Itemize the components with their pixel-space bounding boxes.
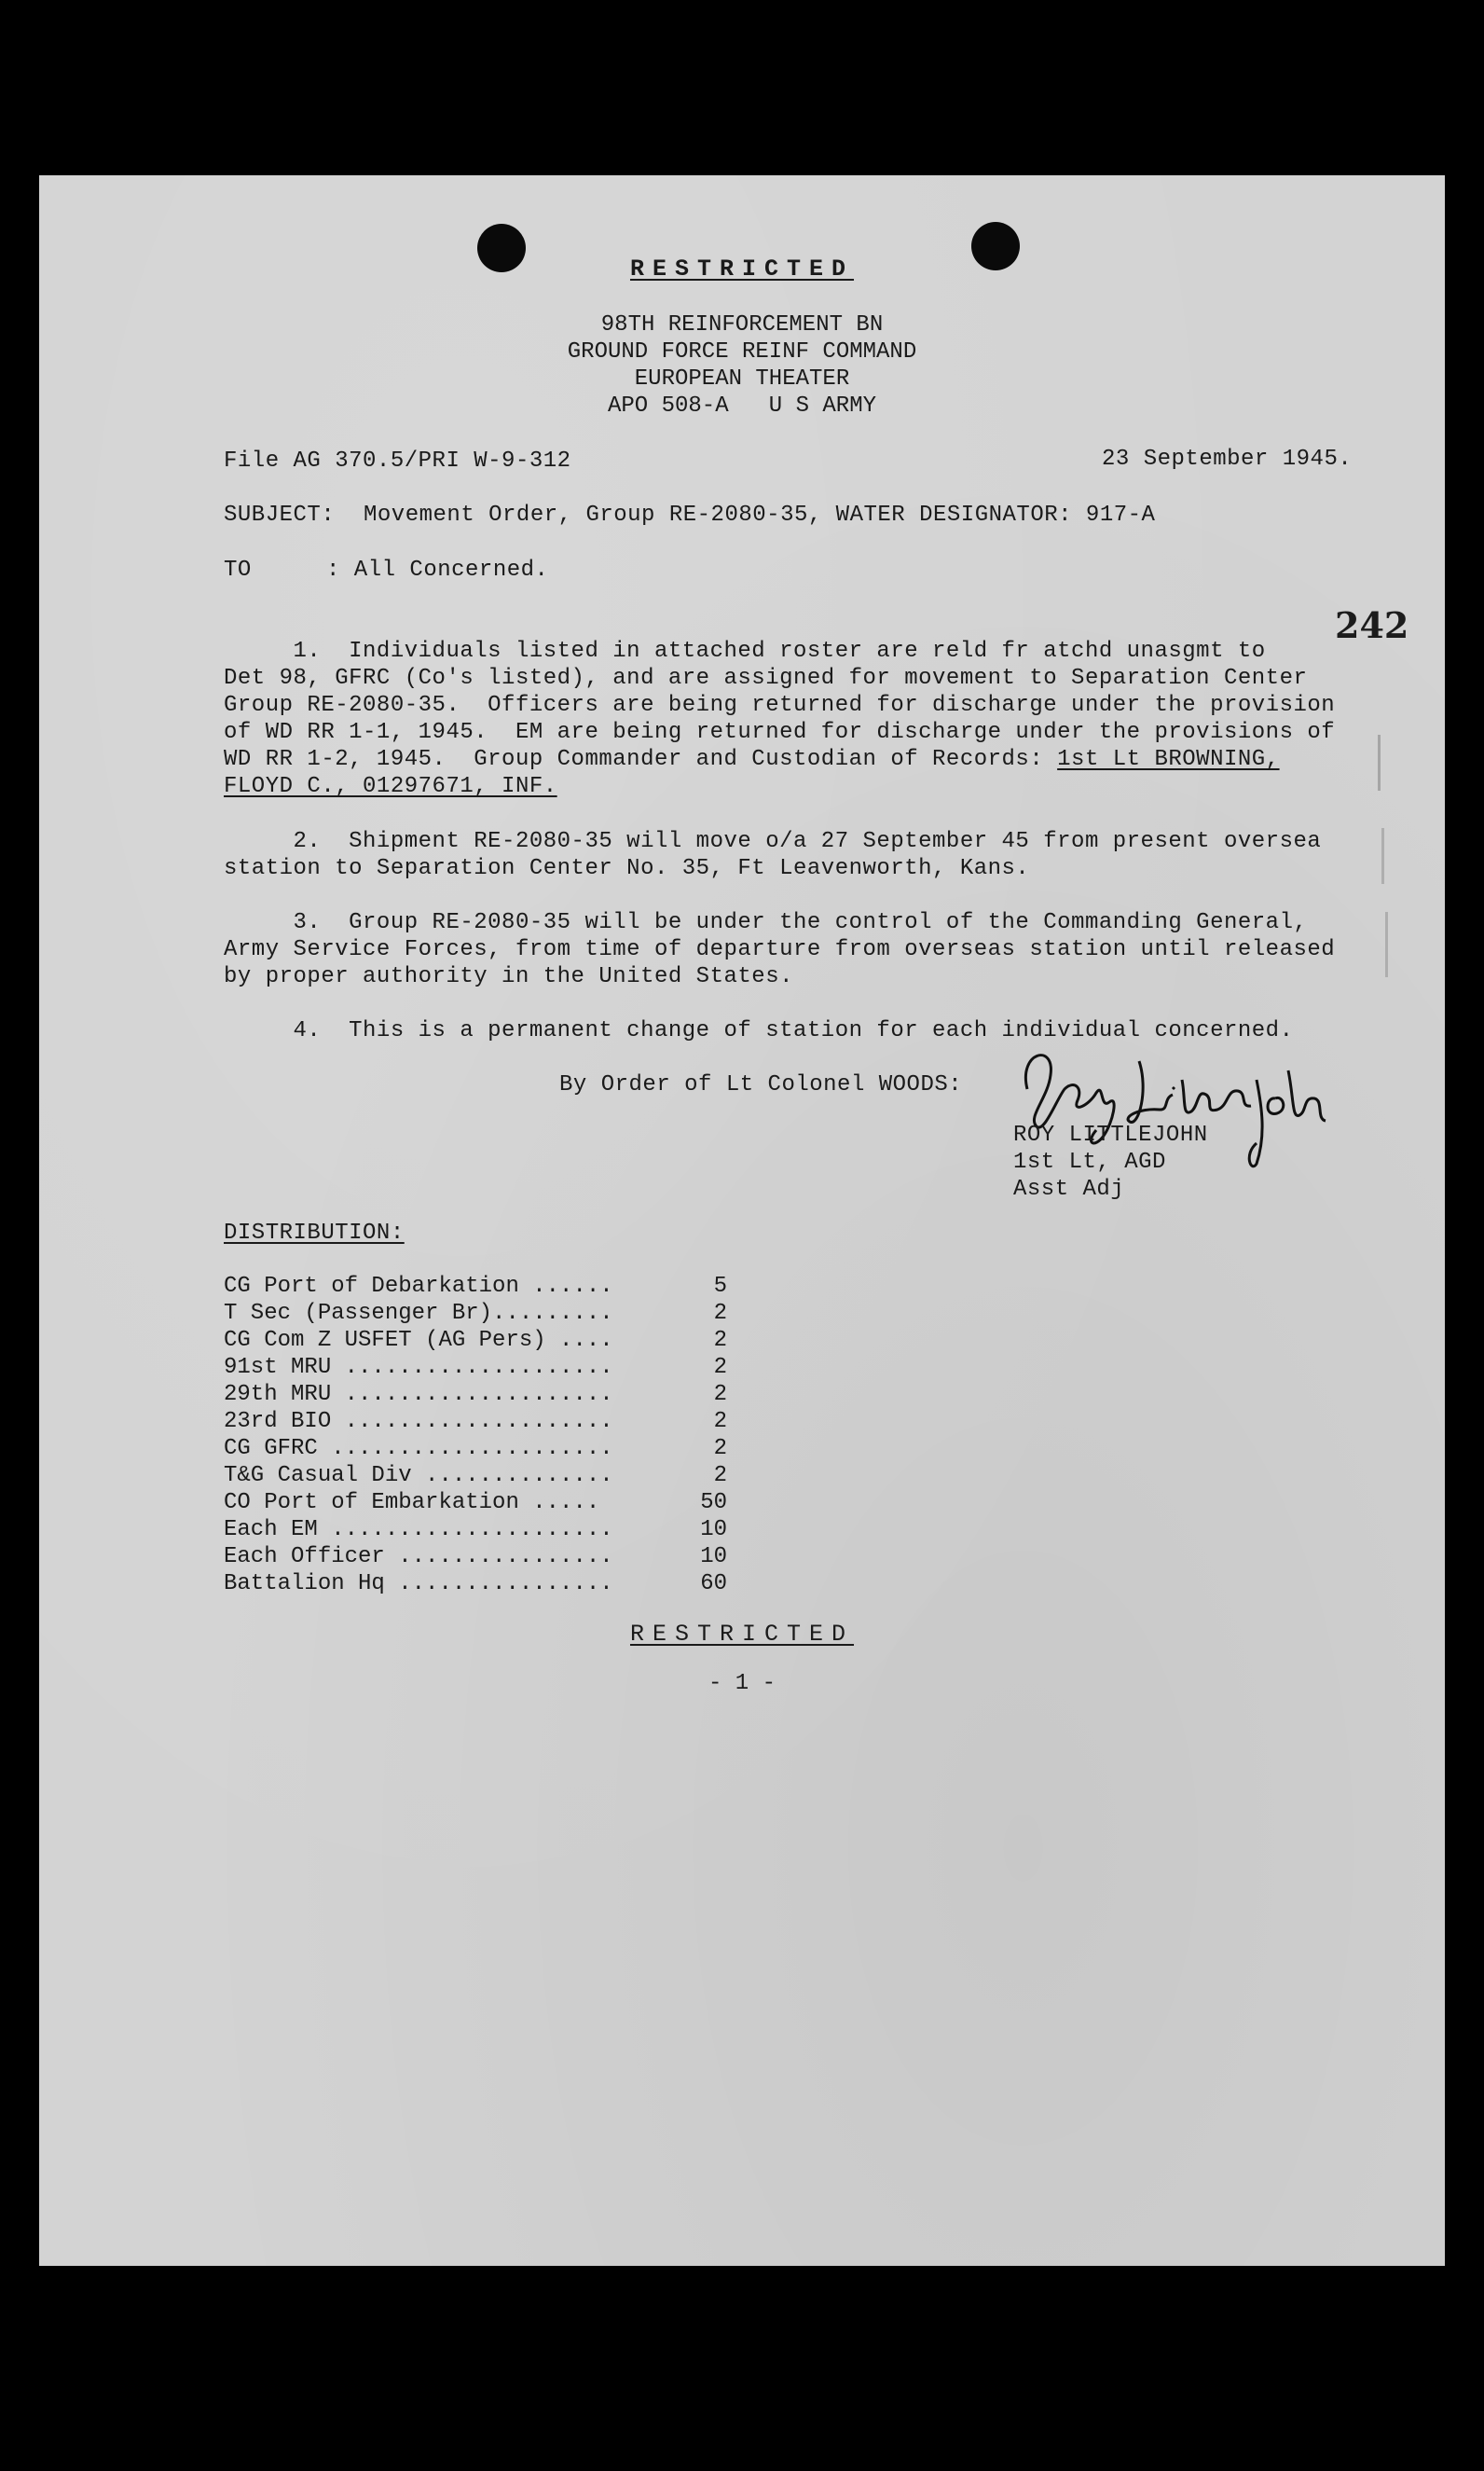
distribution-qty: 10 [700, 1517, 727, 1542]
unit-line-3: EUROPEAN THEATER [634, 366, 850, 392]
distribution-label: CO Port of Embarkation ..... [224, 1490, 600, 1515]
distribution-row [224, 1517, 727, 1542]
distribution-label: CG Com Z USFET (AG Pers) .... [224, 1328, 613, 1353]
distribution-row [224, 1409, 727, 1434]
classification-top: RESTRICTED [629, 255, 855, 283]
group-commander-serial: FLOYD C., 01297671, INF. [224, 774, 557, 799]
page-stamp-number: 242 [1335, 604, 1409, 646]
order-authority: By Order of Lt Colonel WOODS: [559, 1072, 963, 1097]
subject-text: Movement Order, Group RE-2080-35, WATER DESIGNATOR: 917-A [364, 503, 1156, 528]
distribution-label: 23rd BIO .................... [224, 1409, 613, 1434]
distribution-qty: 5 [713, 1274, 727, 1299]
para3-line-1: 3. Group RE-2080-35 will be under the control of the Commanding General, [224, 910, 1308, 935]
document-page [39, 175, 1445, 2266]
distribution-qty: 2 [713, 1328, 727, 1353]
file-reference: File AG 370.5/PRI W-9-312 [224, 449, 571, 474]
distribution-qty: 60 [700, 1571, 727, 1596]
distribution-qty: 50 [700, 1490, 727, 1515]
para1-line-2: Det 98, GFRC (Co's listed), and are assigned for movement to Separation Center [224, 666, 1308, 691]
distribution-row [224, 1463, 727, 1488]
para1-line-1: 1. Individuals listed in attached roster are reld fr atchd unasgmt to [224, 639, 1266, 664]
distribution-label: 29th MRU .................... [224, 1382, 613, 1407]
para1-line-5 [224, 747, 1280, 772]
para1-line-3: Group RE-2080-35. Officers are being returned for discharge under the provision [224, 693, 1336, 718]
margin-mark [1378, 735, 1381, 791]
para3-line-2: Army Service Forces, from time of departure from overseas station until released [224, 937, 1336, 962]
distribution-qty: 2 [713, 1382, 727, 1407]
margin-mark [1381, 828, 1384, 884]
distribution-row [224, 1382, 727, 1407]
unit-line-4: APO 508-A U S ARMY [607, 393, 877, 419]
subject-label: SUBJECT: [224, 503, 336, 528]
signer-name: ROY LITTLEJOHN [1013, 1123, 1208, 1148]
unit-line-1: 98TH REINFORCEMENT BN [600, 312, 884, 338]
distribution-label: Each EM ..................... [224, 1517, 613, 1542]
to-text: : All Concerned. [326, 558, 549, 583]
distribution-qty: 10 [700, 1544, 727, 1569]
distribution-row [224, 1490, 727, 1515]
margin-mark [1385, 912, 1388, 977]
distribution-row [224, 1436, 727, 1461]
distribution-label: Battalion Hq ................ [224, 1571, 613, 1596]
distribution-label: CG Port of Debarkation ...... [224, 1274, 613, 1299]
para2-line-1: 2. Shipment RE-2080-35 will move o/a 27 September 45 from present oversea [224, 829, 1322, 854]
distribution-label: Each Officer ................ [224, 1544, 613, 1569]
distribution-qty: 2 [713, 1301, 727, 1326]
signer-title: Asst Adj [1013, 1177, 1125, 1202]
para1-line-4: of WD RR 1-1, 1945. EM are being returned for discharge under the provisions of [224, 720, 1336, 745]
to-label: TO [224, 558, 252, 583]
distribution-row [224, 1544, 727, 1569]
distribution-row [224, 1301, 727, 1326]
distribution-row [224, 1571, 727, 1596]
distribution-row [224, 1355, 727, 1380]
distribution-label: T Sec (Passenger Br)......... [224, 1301, 613, 1326]
group-commander-name: 1st Lt BROWNING, [1057, 747, 1280, 772]
para3-line-3: by proper authority in the United States. [224, 964, 793, 989]
distribution-qty: 2 [713, 1355, 727, 1380]
distribution-label: T&G Casual Div .............. [224, 1463, 613, 1488]
distribution-qty: 2 [713, 1463, 727, 1488]
unit-line-2: GROUND FORCE REINF COMMAND [567, 339, 917, 365]
distribution-qty: 2 [713, 1436, 727, 1461]
distribution-row [224, 1328, 727, 1353]
para4-line-1: 4. This is a permanent change of station for each individual concerned. [224, 1018, 1294, 1043]
distribution-label: CG GFRC ..................... [224, 1436, 613, 1461]
classification-bottom: RESTRICTED [629, 1621, 855, 1648]
signer-rank: 1st Lt, AGD [1013, 1150, 1166, 1175]
document-date: 23 September 1945. [1102, 447, 1353, 472]
para2-line-2: station to Separation Center No. 35, Ft Leavenworth, Kans. [224, 856, 1030, 881]
distribution-title: DISTRIBUTION: [224, 1221, 405, 1246]
distribution-row [224, 1274, 727, 1299]
page-number: - 1 - [708, 1671, 776, 1696]
distribution-qty: 2 [713, 1409, 727, 1434]
para1-line-5-text: WD RR 1-2, 1945. Group Commander and Custodian of Records: [224, 747, 1058, 772]
distribution-label: 91st MRU .................... [224, 1355, 613, 1380]
